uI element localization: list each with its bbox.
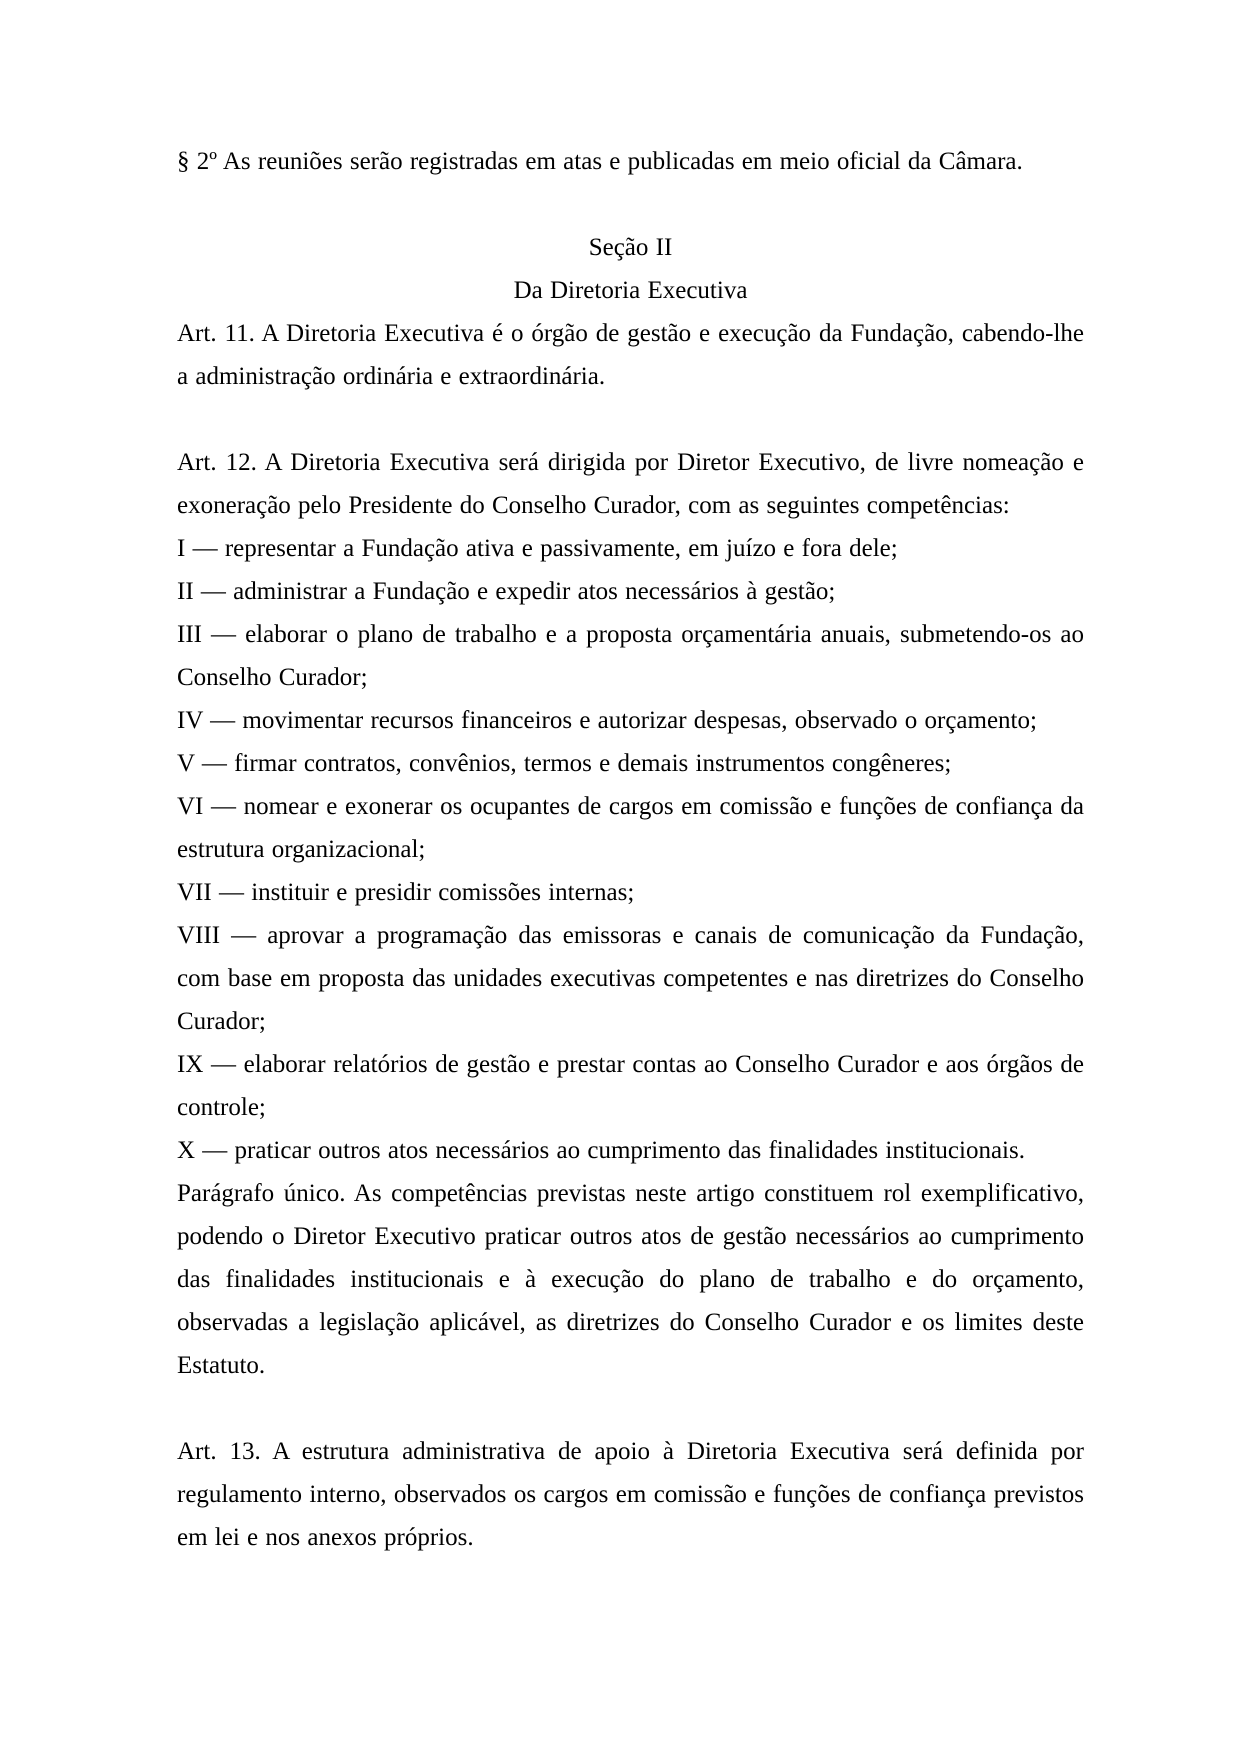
body-paragraph: Art. 12. A Diretoria Executiva será dirigida por Diretor Executivo, de livre nomeação e exoneração pelo Presidente do Conselho Curador, com as seguintes competências:	[177, 449, 1084, 519]
body-paragraph: Parágrafo único. As competências previstas neste artigo constituem rol exemplificativo, podendo o Diretor Executivo praticar outros atos de gestão necessários ao cumprimento das finalidades institucionais e à execução do plano de trabalho e do orçamento, observadas a legislação aplicável, as diretrizes do Conselho Curador e os limites deste Estatuto.	[177, 1180, 1084, 1379]
paragraph-spacer	[177, 183, 1084, 226]
body-paragraph: § 2º As reuniões serão registradas em atas e publicadas em meio oficial da Câmara.	[177, 148, 1023, 175]
body-paragraph: III — elaborar o plano de trabalho e a proposta orçamentária anuais, submetendo-os ao Conselho Curador;	[177, 621, 1084, 691]
body-paragraph: X — praticar outros atos necessários ao cumprimento das finalidades institucionais.	[177, 1137, 1025, 1164]
body-paragraph: VIII — aprovar a programação das emissoras e canais de comunicação da Fundação, com base em proposta das unidades executivas competentes e nas diretrizes do Conselho Curador;	[177, 922, 1084, 1035]
paragraph-spacer	[177, 398, 1084, 441]
section-heading: Seção II	[588, 234, 673, 261]
body-paragraph: VII — instituir e presidir comissões internas;	[177, 879, 635, 906]
section-heading: Da Diretoria Executiva	[513, 277, 748, 304]
body-paragraph: IV — movimentar recursos financeiros e autorizar despesas, observado o orçamento;	[177, 707, 1037, 734]
body-paragraph: VI — nomear e exonerar os ocupantes de cargos em comissão e funções de confiança da estrutura organizacional;	[177, 793, 1084, 863]
body-paragraph: II — administrar a Fundação e expedir atos necessários à gestão;	[177, 578, 836, 605]
body-paragraph: Art. 13. A estrutura administrativa de apoio à Diretoria Executiva será definida por regulamento interno, observados os cargos em comissão e funções de confiança previstos em lei e nos anexos próprios.	[177, 1438, 1084, 1551]
body-paragraph: V — firmar contratos, convênios, termos e demais instrumentos congêneres;	[177, 750, 952, 777]
body-paragraph: IX — elaborar relatórios de gestão e prestar contas ao Conselho Curador e aos órgãos de controle;	[177, 1051, 1084, 1121]
body-paragraph: Art. 11. A Diretoria Executiva é o órgão de gestão e execução da Fundação, cabendo-lhe a administração ordinária e extraordinária.	[177, 320, 1084, 390]
paragraph-spacer	[177, 1387, 1084, 1430]
body-paragraph: I — representar a Fundação ativa e passivamente, em juízo e fora dele;	[177, 535, 898, 562]
